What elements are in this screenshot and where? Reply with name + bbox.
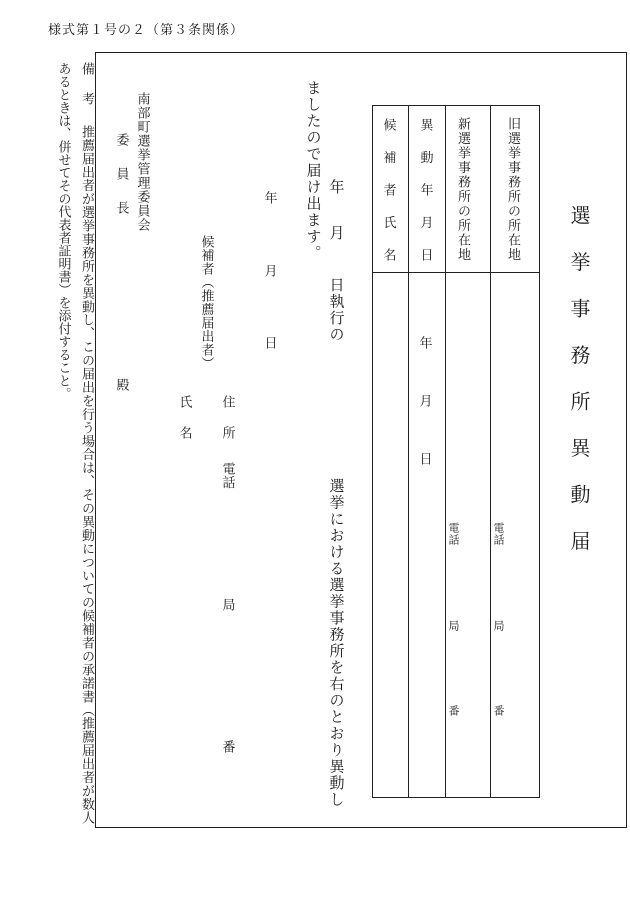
old-office-exchange-label: 局 <box>492 620 504 631</box>
candidate-name-entry-cell <box>373 273 408 797</box>
submitter-name-label: 氏名 <box>177 395 193 457</box>
submitter-phone-label: 電話 <box>220 462 236 489</box>
addressee-organization: 南部町選挙管理委員会 <box>135 92 151 232</box>
notes-line-1: 推薦届出者が選挙事務所を異動し、この届出を行う場合は、その異動についての候補者の承諾書（推薦届出者が数人 <box>80 125 95 825</box>
statement-line-2: ましたので届け出ます。 <box>304 80 321 262</box>
form-frame <box>95 52 627 828</box>
submission-year-label: 年 <box>262 191 278 204</box>
submitter-exchange-label: 局 <box>220 598 236 611</box>
submitter-role-label: 候補者（推薦届出者） <box>199 235 215 370</box>
change-date-year-label: 年 <box>417 336 433 349</box>
new-office-number-label: 番 <box>447 705 459 716</box>
form-number: 様式第１号の２（第３条関係） <box>48 22 245 37</box>
old-office-number-label: 番 <box>492 705 504 716</box>
candidate-name-header: 候補者氏名 <box>381 118 397 281</box>
old-office-phone-label: 電話 <box>492 522 504 546</box>
form-title: 選挙事務所異動届 <box>567 205 589 577</box>
change-date-day-label: 日 <box>417 452 433 465</box>
notes-line-2: あるときは、併せてその代表者証明書）を添付すること。 <box>56 62 72 400</box>
statement-month-label: 月 <box>327 225 344 240</box>
submission-month-label: 月 <box>262 264 278 277</box>
addressee-title: 委員長 <box>114 133 130 235</box>
old-office-header: 旧選挙事務所の所在地 <box>506 117 521 262</box>
change-date-header: 異動年月日 <box>418 118 434 281</box>
new-office-header: 新選挙事務所の所在地 <box>456 117 471 262</box>
change-date-month-label: 月 <box>417 394 433 407</box>
notes-label: 備考 <box>80 62 95 122</box>
submitter-number-label: 番 <box>220 740 236 753</box>
change-date-entry-cell <box>409 273 445 797</box>
statement-line-1: 選挙における選挙事務所を右のとおり異動し <box>327 478 344 808</box>
statement-day-label: 日執行の <box>327 277 344 343</box>
new-office-exchange-label: 局 <box>447 620 459 631</box>
addressee-honorific: 殿 <box>114 378 130 391</box>
submitter-address-label: 住所 <box>220 395 236 457</box>
statement-year-label: 年 <box>327 179 344 194</box>
new-office-phone-label: 電話 <box>447 522 459 546</box>
submission-day-label: 日 <box>262 336 278 349</box>
